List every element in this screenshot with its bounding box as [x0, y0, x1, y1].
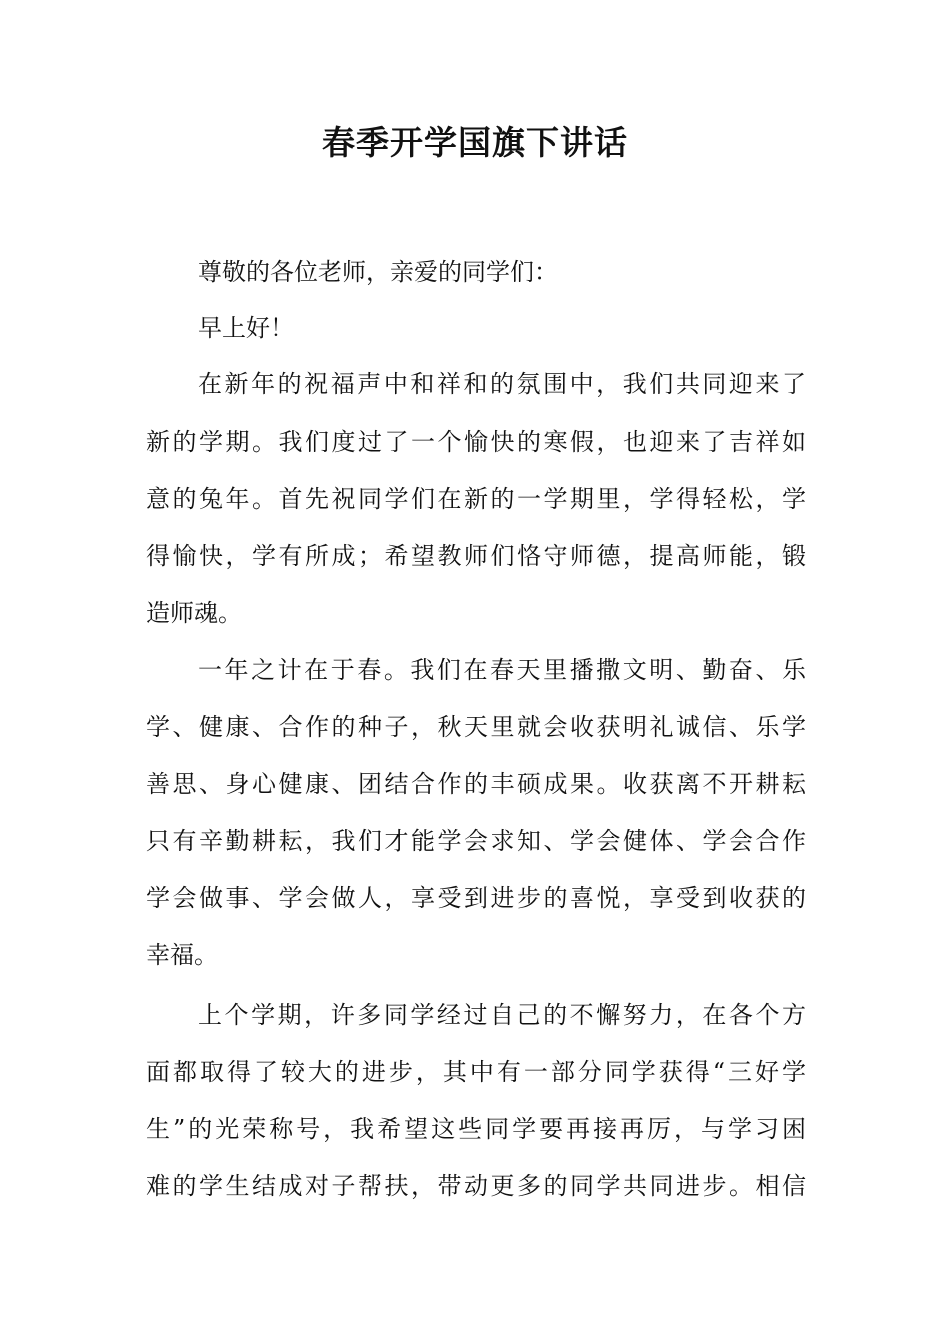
paragraph-2-line-5: 学会做事、学会做人，享受到进步的喜悦，享受到收获的	[146, 884, 806, 912]
paragraph-1-line-4: 得愉快，学有所成；希望教师们恪守师德，提高师能，锻	[146, 542, 806, 570]
paragraph-2-line-1: 一年之计在于春。我们在春天里播撒文明、勤奋、乐	[198, 656, 806, 684]
paragraph-3-line-4: 难的学生结成对子帮扶，带动更多的同学共同进步。相信	[146, 1172, 806, 1200]
paragraph-1-line-3: 意的兔年。首先祝同学们在新的一学期里，学得轻松，学	[146, 485, 806, 513]
salutation-line: 尊敬的各位老师，亲爱的同学们：	[198, 258, 558, 286]
document-title: 春季开学国旗下讲话	[322, 123, 628, 162]
paragraph-1-line-2: 新的学期。我们度过了一个愉快的寒假，也迎来了吉祥如	[146, 428, 806, 456]
greeting-line: 早上好！	[198, 314, 294, 342]
paragraph-1-line-1: 在新年的祝福声中和祥和的氛围中，我们共同迎来了	[198, 370, 806, 398]
paragraph-1-line-5: 造师魂。	[146, 599, 242, 627]
paragraph-2-line-2: 学、健康、合作的种子，秋天里就会收获明礼诚信、乐学	[146, 713, 806, 741]
paragraph-2-line-3: 善思、身心健康、团结合作的丰硕成果。收获离不开耕耘	[146, 770, 806, 798]
paragraph-3-line-3: 生”的光荣称号，我希望这些同学要再接再厉，与学习困	[146, 1115, 806, 1143]
paragraph-2-line-4: 只有辛勤耕耘，我们才能学会求知、学会健体、学会合作	[146, 827, 806, 855]
paragraph-3-line-2: 面都取得了较大的进步，其中有一部分同学获得“三好学	[146, 1058, 806, 1086]
paragraph-2-line-6: 幸福。	[146, 941, 218, 969]
paragraph-3-line-1: 上个学期，许多同学经过自己的不懈努力，在各个方	[198, 1001, 806, 1029]
